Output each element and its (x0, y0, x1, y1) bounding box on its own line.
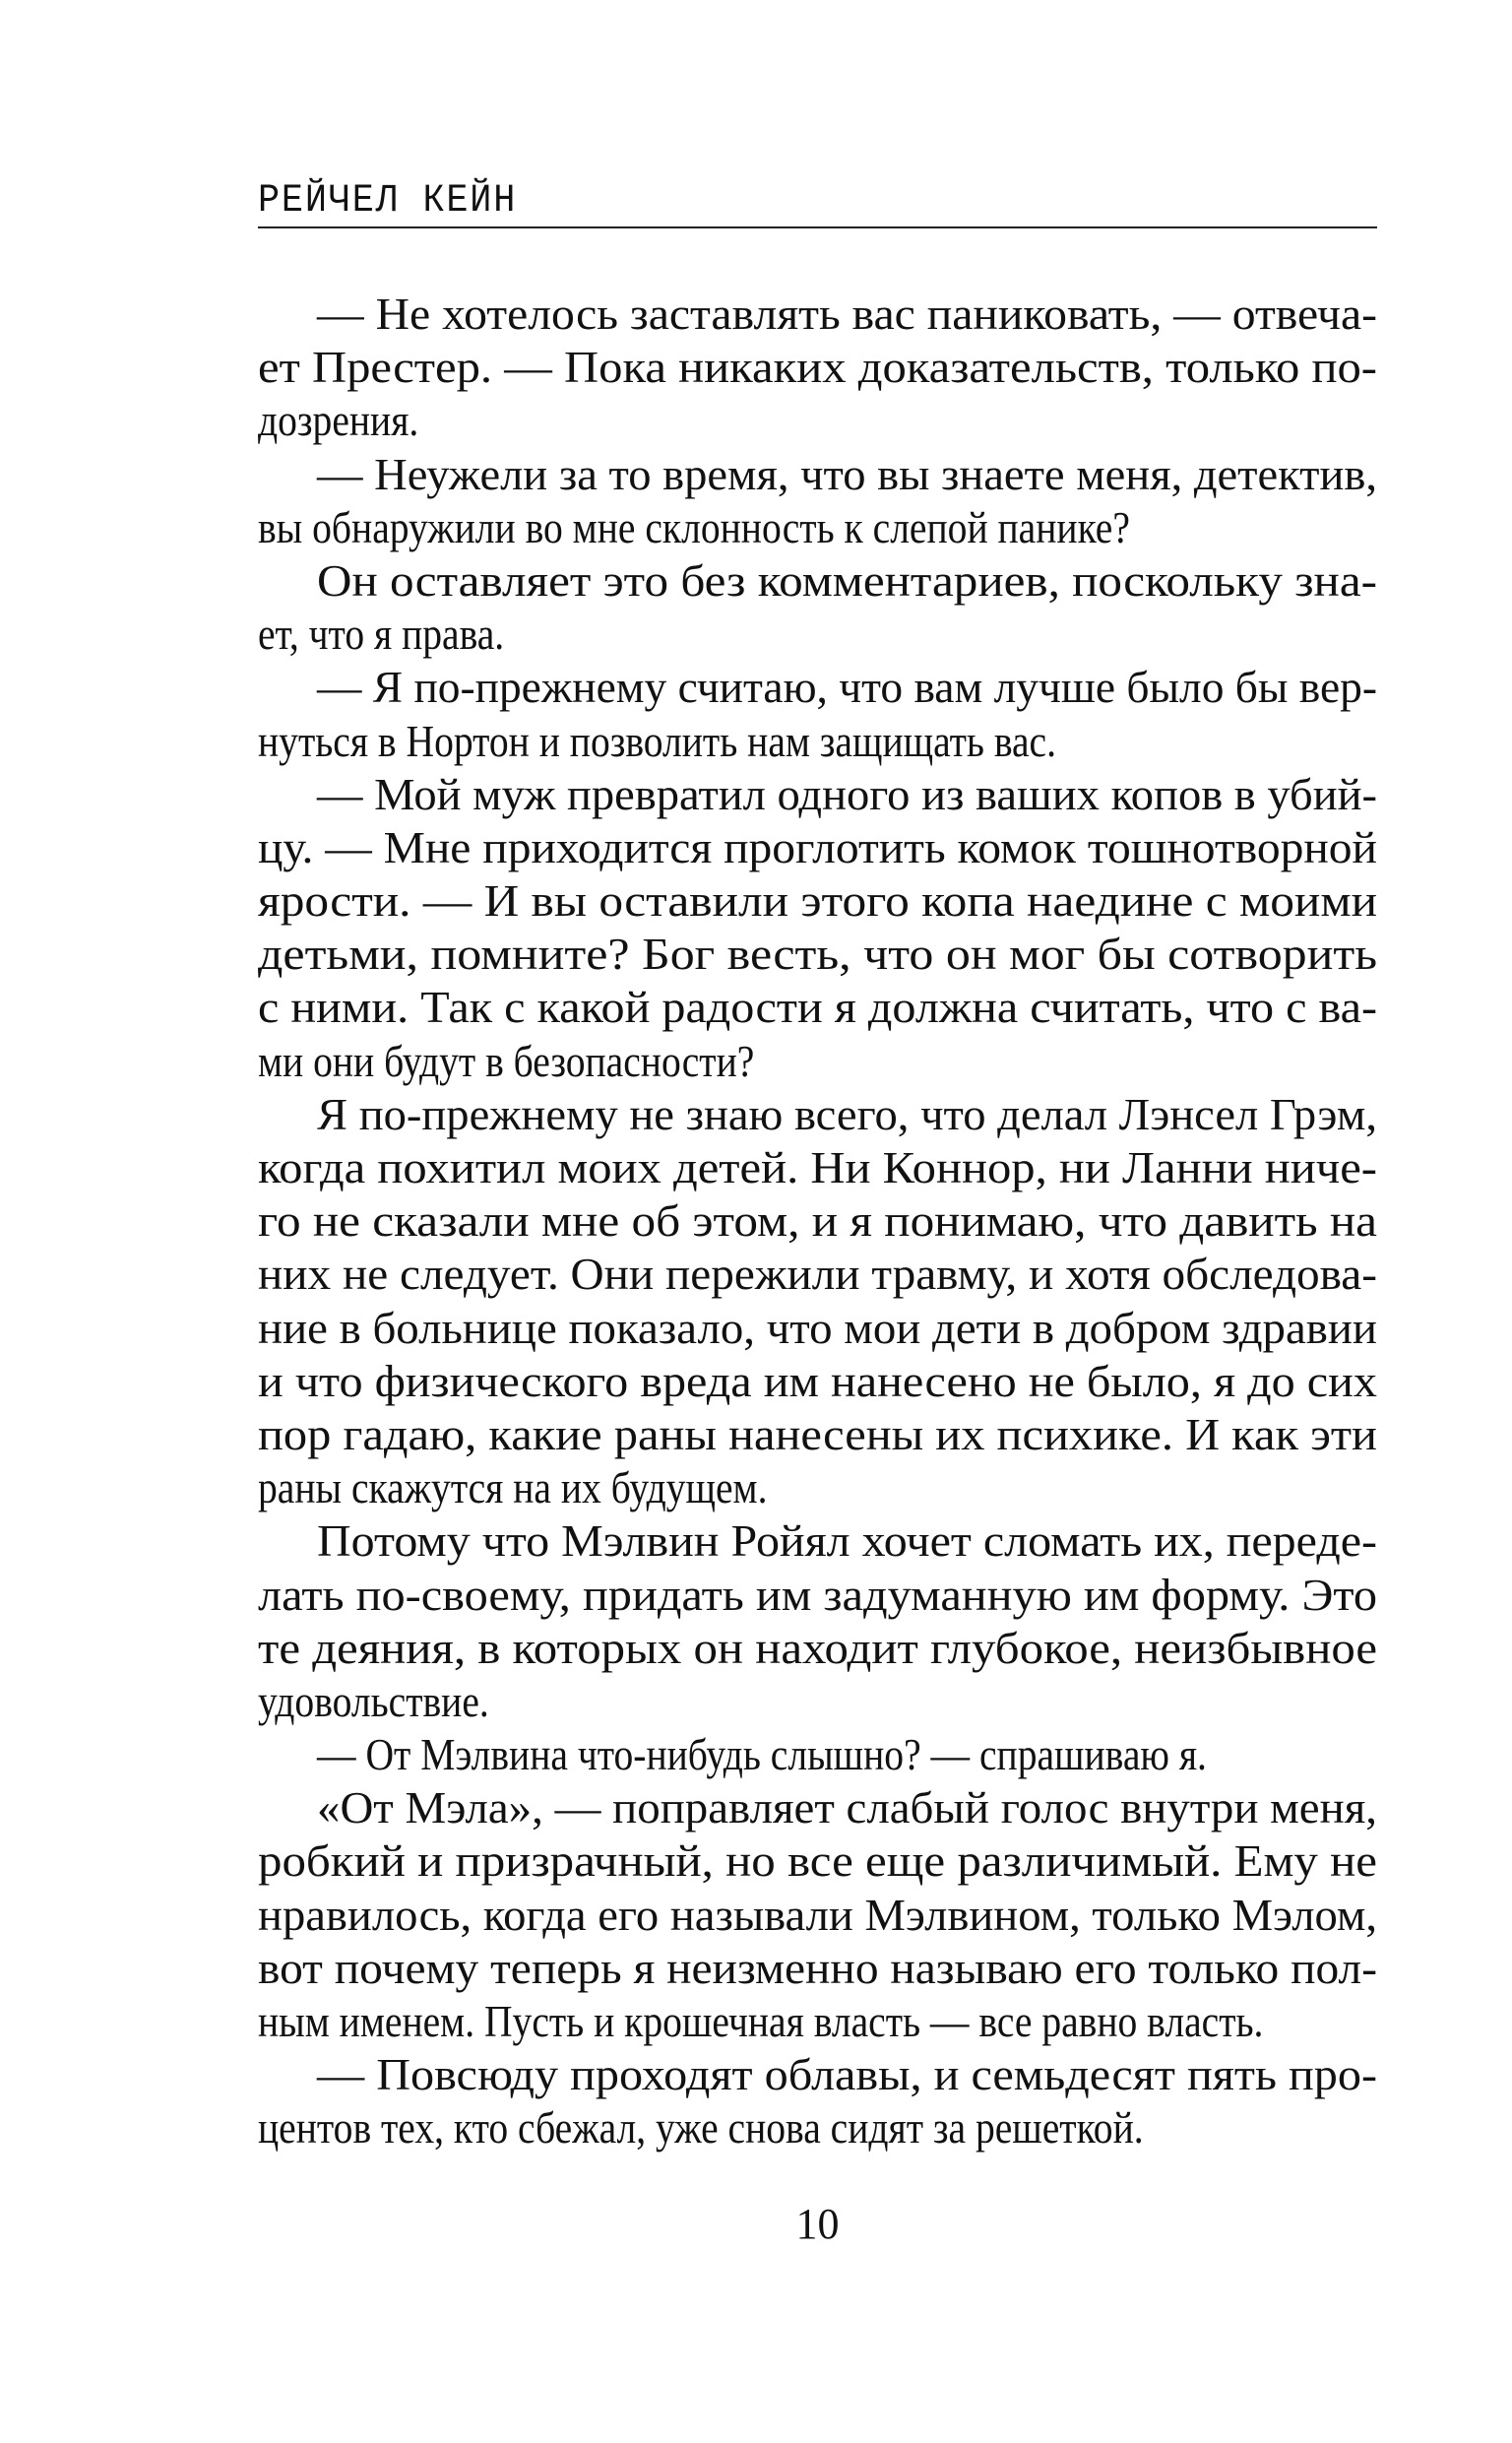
paragraph (258, 1088, 1377, 1515)
text-line: с ними. Так с какой радости я должна считать, что с ва- (258, 982, 1377, 1033)
text-line: — Мой муж превратил одного из ваших копов в убий- (317, 768, 1377, 819)
text-line: — От Мэлвина что-нибудь слышно? — спрашиваю я. (317, 1729, 1207, 1780)
paragraph (258, 448, 1377, 554)
text-line: лать по-своему, придать им задуманную им форму. Это (258, 1569, 1377, 1620)
book-page (258, 0, 1377, 2443)
text-line: робкий и призрачный, но все еще различимый. Ему не (258, 1835, 1377, 1887)
running-head-author: РЕЙЧЕЛ КЕЙН (258, 179, 518, 224)
paragraph (258, 1728, 1377, 1781)
paragraph (258, 1781, 1377, 2048)
text-line: удовольствие. (258, 1675, 489, 1726)
text-line: — Повсюду проходят облавы, и семьдесят пять про- (317, 2049, 1377, 2100)
text-line: — Я по-прежнему считаю, что вам лучше было бы вер- (317, 662, 1377, 713)
paragraph (258, 1514, 1377, 1728)
text-line: ет, что я права. (258, 609, 505, 660)
text-line: раны скажутся на их будущем. (258, 1462, 768, 1513)
paragraph (258, 2048, 1377, 2154)
text-line: и что физического вреда им нанесено не было, я до сих (258, 1355, 1377, 1406)
text-line: вот почему теперь я неизменно называю его только пол- (258, 1942, 1377, 1993)
body-text (258, 288, 1377, 2155)
paragraph (258, 554, 1377, 661)
page-number: 10 (795, 2200, 840, 2248)
text-line: нравилось, когда его называли Мэлвином, только Мэлом, (258, 1889, 1377, 1940)
text-line: вы обнаружили во мне склонность к слепой панике? (258, 501, 1130, 552)
text-line: Потому что Мэлвин Ройял хочет сломать их, переде- (317, 1515, 1377, 1567)
text-line: ет Престер. — Пока никаких доказательств, только по- (258, 342, 1377, 393)
text-line: ние в больнице показало, что мои дети в добром здравии (258, 1302, 1377, 1353)
paragraph (258, 288, 1377, 448)
text-line: пор гадаю, какие раны нанесены их психике. И как эти (258, 1408, 1377, 1459)
text-line: Я по-прежнему не знаю всего, что делал Лэнсел Грэм, (317, 1088, 1377, 1139)
paragraph (258, 768, 1377, 1088)
text-line: те деяния, в которых он находит глубокое, неизбывное (258, 1622, 1377, 1673)
text-line: цу. — Мне приходится проглотить комок тошнотворной (258, 821, 1377, 872)
paragraph (258, 661, 1377, 767)
header-rule (258, 226, 1377, 228)
text-line: них не следует. Они пережили травму, и хотя обследова- (258, 1249, 1377, 1300)
text-line: нуться в Нортон и позволить нам защищать вас. (258, 715, 1057, 766)
text-line: «От Мэла», — поправляет слабый голос внутри меня, (317, 1782, 1377, 1833)
text-line: ми они будут в безопасности? (258, 1035, 755, 1086)
text-line: ярости. — И вы оставили этого копа наедине с моими (258, 875, 1377, 927)
text-line: — Неужели за то время, что вы знаете меня, детектив, (317, 448, 1377, 499)
text-line: Он оставляет это без комментариев, поскольку зна- (317, 554, 1377, 606)
text-line: — Не хотелось заставлять вас паниковать, — отвеча- (317, 289, 1377, 339)
text-line: го не сказали мне об этом, и я понимаю, что давить на (258, 1195, 1377, 1247)
text-line: центов тех, кто сбежал, уже снова сидят за решеткой. (258, 2102, 1144, 2154)
text-line: ным именем. Пусть и крошечная власть — все равно власть. (258, 1996, 1264, 2046)
text-line: детьми, помните? Бог весть, что он мог бы сотворить (258, 929, 1377, 980)
text-line: когда похитил моих детей. Ни Коннор, ни Ланни ниче- (258, 1142, 1377, 1192)
text-line: дозрения. (258, 395, 419, 446)
